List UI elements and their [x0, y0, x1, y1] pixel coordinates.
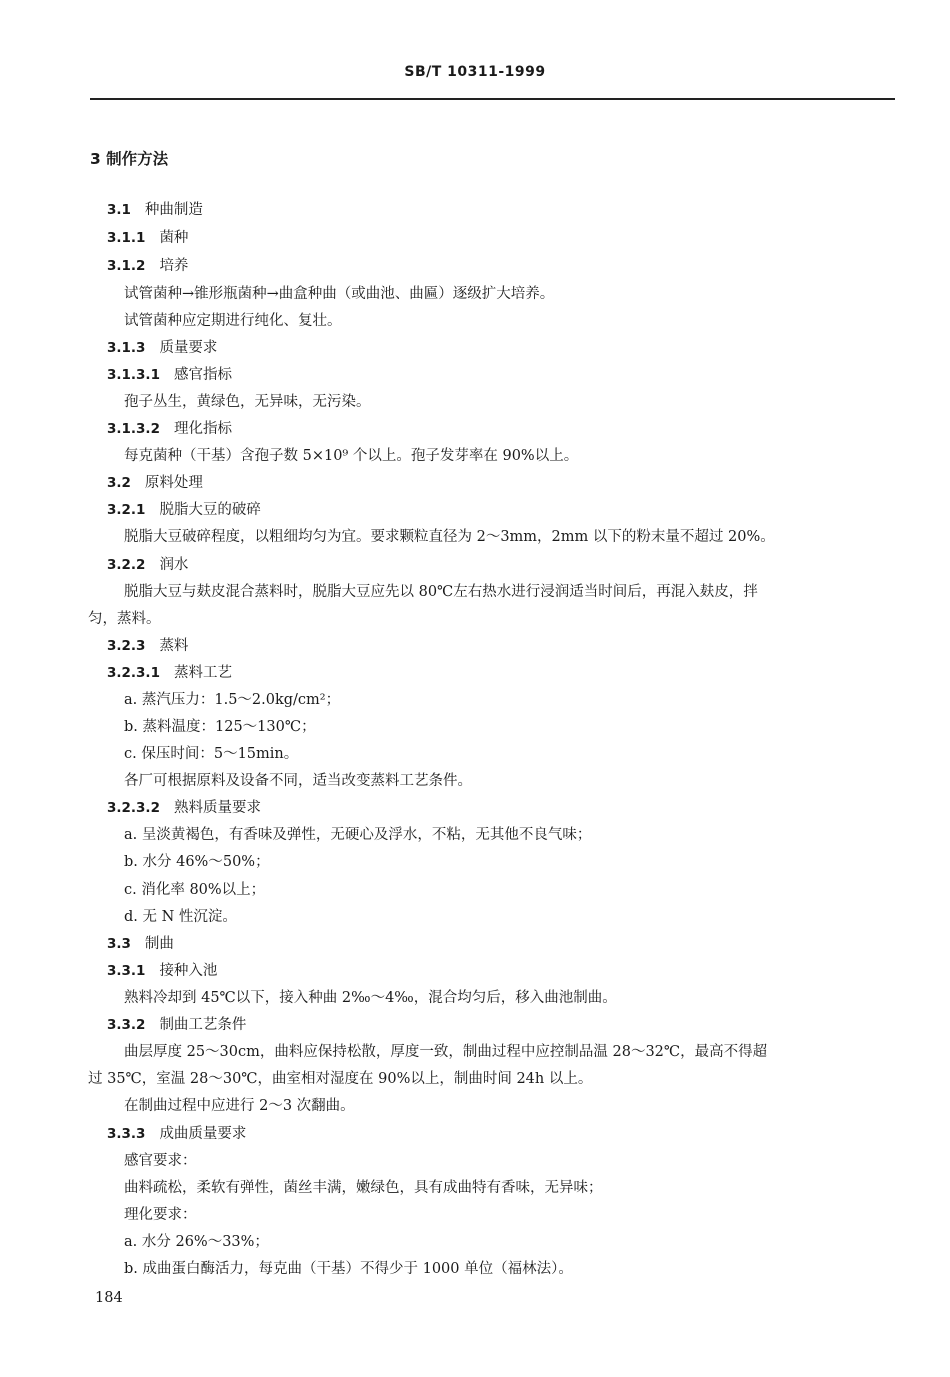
- heading-3-1-3: 3.1.3 质量要求: [107, 340, 218, 356]
- paragraph-line: 脱脂大豆与麸皮混合蒸料时，脱脂大豆应先以 80℃左右热水进行浸润适当时间后，再混入麸皮，拌: [124, 584, 758, 600]
- list-item: a. 水分 26%～33%；: [124, 1234, 269, 1250]
- page-number: 184: [95, 1290, 123, 1306]
- heading-3-1-3-1: 3.1.3.1 感官指标: [107, 367, 232, 383]
- list-item: a. 呈淡黄褐色，有香味及弹性，无硬心及浮水，不粘，无其他不良气味；: [124, 827, 592, 843]
- paragraph-line: 试管菌种应定期进行纯化、复壮。: [124, 313, 342, 329]
- paragraph-line: 孢子丛生，黄绿色，无异味，无污染。: [124, 394, 371, 410]
- heading-3-3-1: 3.3.1 接种入池: [107, 963, 218, 979]
- paragraph-line: 曲层厚度 25～30cm，曲料应保持松散，厚度一致，制曲过程中应控制品温 28～32℃，最高不得超: [124, 1044, 768, 1060]
- paragraph-line: 在制曲过程中应进行 2～3 次翻曲。: [124, 1098, 355, 1114]
- paragraph-line: 曲料疏松，柔软有弹性，菌丝丰满，嫩绿色，具有成曲特有香味，无异味；: [124, 1180, 603, 1196]
- heading-3-2-3: 3.2.3 蒸料: [107, 638, 189, 654]
- paragraph-line: 试管菌种→锥形瓶菌种→曲盒种曲（或曲池、曲匾）逐级扩大培养。: [124, 286, 555, 302]
- heading-3-2: 3.2 原料处理: [107, 475, 203, 491]
- paragraph-line: 理化要求：: [124, 1207, 197, 1223]
- heading-3-2-1: 3.2.1 脱脂大豆的破碎: [107, 502, 261, 518]
- list-item: b. 成曲蛋白酶活力，每克曲（干基）不得少于 1000 单位（福林法）。: [124, 1261, 573, 1277]
- paragraph-line-continued: 匀，蒸料。: [88, 611, 161, 627]
- list-item: d. 无 N 性沉淀。: [124, 909, 237, 925]
- list-item: a. 蒸汽压力：1.5～2.0kg/cm²；: [124, 692, 341, 708]
- heading-3-1-3-2: 3.1.3.2 理化指标: [107, 421, 232, 437]
- list-item: b. 蒸料温度：125～130℃；: [124, 719, 316, 735]
- standard-code-header: SB/T 10311-1999: [404, 64, 546, 80]
- section-title: 3 制作方法: [90, 150, 169, 168]
- paragraph-line: 各厂可根据原料及设备不同，适当改变蒸料工艺条件。: [124, 773, 472, 789]
- heading-3-3-3: 3.3.3 成曲质量要求: [107, 1126, 247, 1142]
- heading-3-2-3-2: 3.2.3.2 熟料质量要求: [107, 800, 261, 816]
- list-item: c. 消化率 80%以上；: [124, 882, 266, 898]
- heading-3-1-1: 3.1.1 菌种: [107, 230, 189, 246]
- paragraph-line: 脱脂大豆破碎程度，以粗细均匀为宜。要求颗粒直径为 2～3mm，2mm 以下的粉末量不超过 20%。: [124, 529, 775, 545]
- paragraph-line: 熟料冷却到 45℃以下，接入种曲 2‰～4‰，混合均匀后，移入曲池制曲。: [124, 990, 617, 1006]
- header-rule: [90, 98, 895, 100]
- paragraph-line-continued: 过 35℃，室温 28～30℃，曲室相对湿度在 90%以上，制曲时间 24h 以上。: [88, 1071, 593, 1087]
- heading-3-2-3-1: 3.2.3.1 蒸料工艺: [107, 665, 232, 681]
- heading-3-3-2: 3.3.2 制曲工艺条件: [107, 1017, 247, 1033]
- heading-3-1-2: 3.1.2 培养: [107, 258, 189, 274]
- paragraph-line: 每克菌种（干基）含孢子数 5×10⁹ 个以上。孢子发芽率在 90%以上。: [124, 448, 579, 464]
- paragraph-line: 感官要求：: [124, 1153, 197, 1169]
- list-item: c. 保压时间：5～15min。: [124, 746, 299, 762]
- heading-3-2-2: 3.2.2 润水: [107, 557, 189, 573]
- heading-3-1: 3.1 种曲制造: [107, 202, 203, 218]
- heading-3-3: 3.3 制曲: [107, 936, 174, 952]
- list-item: b. 水分 46%～50%；: [124, 854, 270, 870]
